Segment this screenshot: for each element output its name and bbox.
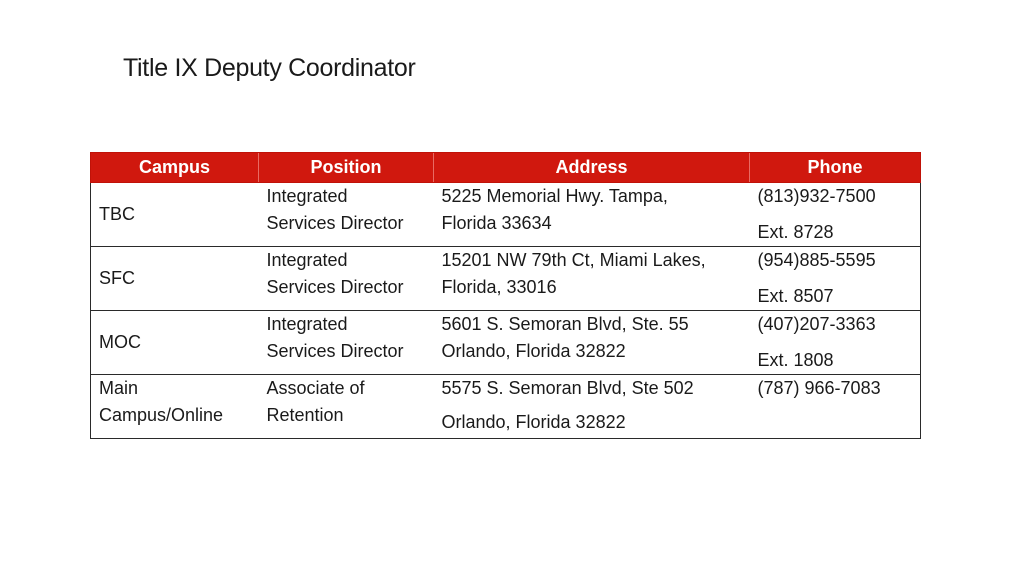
position-text: Associate of — [266, 378, 365, 398]
phone-cell — [750, 183, 921, 247]
campus-text: Main — [99, 378, 139, 398]
table-row — [91, 311, 921, 375]
address-line: Florida, 33016 — [441, 277, 557, 297]
position-text: Services Director — [266, 213, 404, 233]
campus-cell — [91, 183, 259, 247]
phone-number: (813)932-7500 — [757, 186, 876, 206]
table-row — [91, 183, 921, 247]
address-cell — [434, 183, 750, 247]
position-text: Integrated — [266, 186, 348, 206]
position-cell — [259, 183, 434, 247]
position-text: Services Director — [266, 277, 404, 297]
coordinator-table — [90, 152, 921, 439]
phone-cell — [750, 311, 921, 375]
column-header-phone: Phone — [750, 153, 921, 183]
position-cell — [259, 375, 434, 439]
phone-extension: Ext. 8728 — [757, 222, 834, 242]
position-cell — [259, 311, 434, 375]
campus-cell — [91, 311, 259, 375]
column-header-address: Address — [434, 153, 750, 183]
position-text: Retention — [266, 405, 344, 425]
phone-cell — [750, 247, 921, 311]
phone-number: (787) 966-7083 — [757, 378, 881, 398]
phone-number: (954)885-5595 — [757, 250, 876, 270]
phone-extension: Ext. 1808 — [757, 350, 834, 370]
address-line: Florida 33634 — [441, 213, 552, 233]
address-line: Orlando, Florida 32822 — [441, 412, 626, 432]
position-text: Integrated — [266, 314, 348, 334]
position-text: Services Director — [266, 341, 404, 361]
address-cell — [434, 247, 750, 311]
campus-text: MOC — [99, 332, 141, 352]
address-line: 5601 S. Semoran Blvd, Ste. 55 — [441, 314, 689, 334]
column-header-position: Position — [259, 153, 434, 183]
address-cell — [434, 375, 750, 439]
position-text: Integrated — [266, 250, 348, 270]
address-line: 15201 NW 79th Ct, Miami Lakes, — [441, 250, 706, 270]
campus-text: TBC — [99, 204, 135, 224]
address-line: 5575 S. Semoran Blvd, Ste 502 — [441, 378, 694, 398]
campus-cell — [91, 375, 259, 439]
position-cell — [259, 247, 434, 311]
phone-cell — [750, 375, 921, 439]
phone-extension: Ext. 8507 — [757, 286, 834, 306]
campus-text: Campus/Online — [99, 405, 224, 425]
table-header-row — [91, 153, 921, 183]
campus-text: SFC — [99, 268, 135, 288]
phone-number: (407)207-3363 — [757, 314, 876, 334]
table-row — [91, 247, 921, 311]
page-title: Title IX Deputy Coordinator — [123, 54, 416, 82]
address-line: Orlando, Florida 32822 — [441, 341, 626, 361]
column-header-campus: Campus — [91, 153, 259, 183]
table-row — [91, 375, 921, 439]
campus-cell — [91, 247, 259, 311]
address-cell — [434, 311, 750, 375]
address-line: 5225 Memorial Hwy. Tampa, — [441, 186, 668, 206]
